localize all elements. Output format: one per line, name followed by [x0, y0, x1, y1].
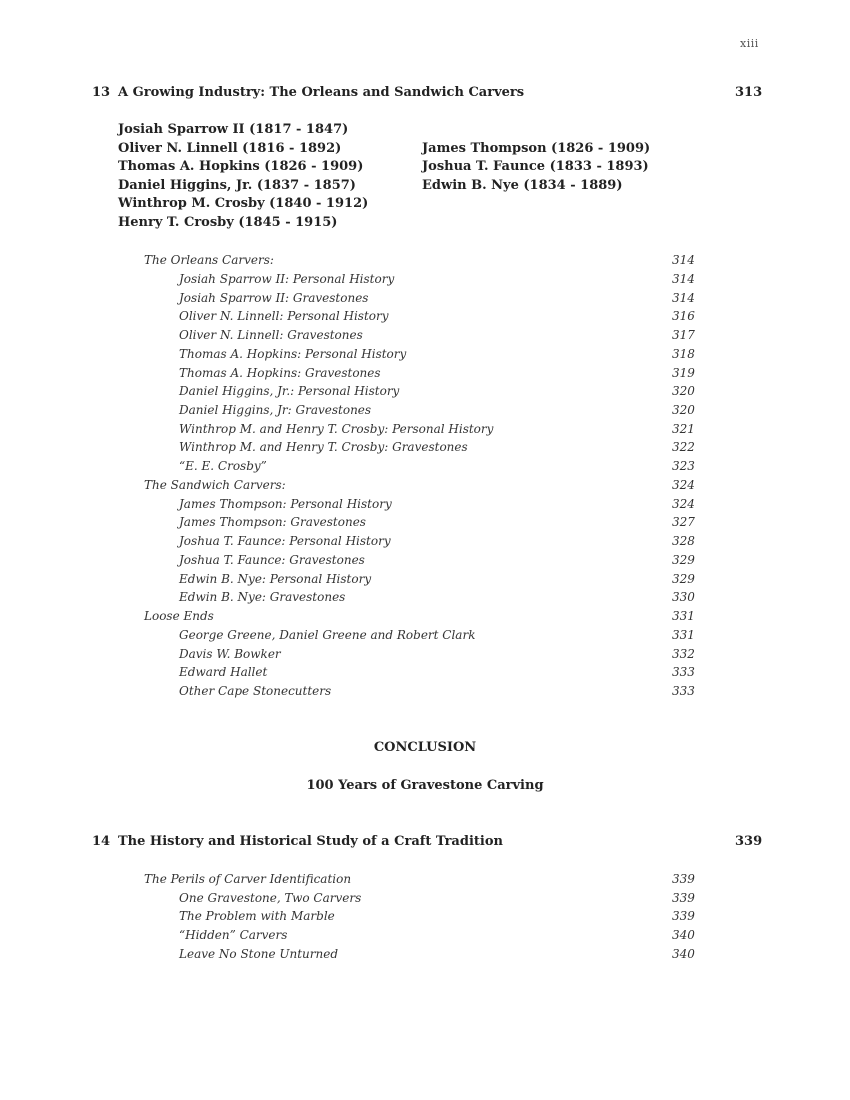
toc-page: 318: [672, 347, 695, 361]
toc-entry: Joshua T. Faunce: Personal History: [179, 534, 391, 548]
toc-entry: James Thompson: Gravestones: [179, 515, 366, 529]
toc-page: 332: [672, 647, 695, 661]
carver-right: Joshua T. Faunce (1833 - 1893): [422, 159, 649, 174]
toc-page: 339: [672, 891, 695, 905]
toc-entry: “E. E. Crosby”: [179, 459, 267, 473]
toc-entry: Oliver N. Linnell: Personal History: [179, 309, 389, 323]
toc-page: 314: [672, 272, 695, 286]
carver-left: Winthrop M. Crosby (1840 - 1912): [118, 196, 369, 211]
chapter-14-title: The History and Historical Study of a Craft Tradition: [118, 834, 503, 849]
toc-section: Loose Ends: [144, 609, 214, 623]
toc-page: 317: [672, 328, 695, 342]
toc-page: 314: [672, 253, 695, 267]
toc-page: 321: [672, 422, 695, 436]
toc-page: 331: [672, 609, 695, 623]
toc-page: 319: [672, 366, 695, 380]
chapter-14-page: 339: [735, 834, 763, 849]
conclusion-subheading: 100 Years of Gravestone Carving: [306, 778, 544, 793]
toc-entry: James Thompson: Personal History: [179, 497, 392, 511]
page-folio: xiii: [740, 37, 759, 50]
toc-entry: Daniel Higgins, Jr: Gravestones: [179, 403, 372, 417]
toc-page: 340: [672, 947, 695, 961]
carver-right: James Thompson (1826 - 1909): [422, 141, 651, 156]
carver-left: Oliver N. Linnell (1816 - 1892): [118, 141, 342, 156]
toc-page: 324: [672, 497, 695, 511]
toc-entry: One Gravestone, Two Carvers: [179, 891, 362, 905]
toc-page: 320: [672, 384, 695, 398]
carver-left: Josiah Sparrow II (1817 - 1847): [118, 122, 349, 137]
toc-entry: Daniel Higgins, Jr.: Personal History: [179, 384, 400, 398]
toc-page: 320: [672, 403, 695, 417]
chapter-13-title: A Growing Industry: The Orleans and Sandwich Carvers: [118, 85, 525, 100]
toc-entry: Edward Hallet: [179, 665, 268, 679]
toc-section: The Orleans Carvers:: [144, 253, 274, 267]
toc-page: 316: [672, 309, 695, 323]
toc-entry: Other Cape Stonecutters: [179, 684, 332, 698]
toc-page: 323: [672, 459, 695, 473]
toc-page: 333: [672, 665, 695, 679]
toc-page: 314: [672, 291, 695, 305]
toc-page: 328: [672, 534, 695, 548]
toc-entry: Oliver N. Linnell: Gravestones: [179, 328, 363, 342]
toc-page: 330: [672, 590, 695, 604]
carver-left: Thomas A. Hopkins (1826 - 1909): [118, 159, 364, 174]
toc-page: 339: [672, 909, 695, 923]
toc-page: 331: [672, 628, 695, 642]
toc-page: 340: [672, 928, 695, 942]
toc-entry: Thomas A. Hopkins: Gravestones: [179, 366, 381, 380]
chapter-14-number: 14: [92, 834, 111, 849]
chapter-13-number: 13: [92, 85, 111, 100]
toc-page: 339: [672, 872, 695, 886]
toc-entry: Leave No Stone Unturned: [179, 947, 339, 961]
toc-entry: Josiah Sparrow II: Gravestones: [179, 291, 369, 305]
toc-section: The Perils of Carver Identification: [144, 872, 352, 886]
toc-section: The Sandwich Carvers:: [144, 478, 286, 492]
toc-entry: Edwin B. Nye: Personal History: [179, 572, 372, 586]
carver-left: Henry T. Crosby (1845 - 1915): [118, 215, 338, 230]
toc-page: 324: [672, 478, 695, 492]
toc-entry: Edwin B. Nye: Gravestones: [179, 590, 346, 604]
toc-entry: “Hidden” Carvers: [179, 928, 288, 942]
toc-entry: George Greene, Daniel Greene and Robert Clark: [179, 628, 476, 642]
toc-page: 322: [672, 440, 695, 454]
toc-entry: The Problem with Marble: [179, 909, 335, 923]
toc-entry: Joshua T. Faunce: Gravestones: [179, 553, 365, 567]
chapter-13-page: 313: [735, 85, 763, 100]
carver-right: Edwin B. Nye (1834 - 1889): [422, 178, 623, 193]
toc-entry: Davis W. Bowker: [179, 647, 281, 661]
conclusion-heading: CONCLUSION: [373, 740, 477, 755]
toc-entry: Thomas A. Hopkins: Personal History: [179, 347, 407, 361]
toc-page: 333: [672, 684, 695, 698]
toc-page: 327: [672, 515, 695, 529]
toc-entry: Winthrop M. and Henry T. Crosby: Personal History: [179, 422, 494, 436]
toc-page: 329: [672, 553, 695, 567]
carver-left: Daniel Higgins, Jr. (1837 - 1857): [118, 178, 356, 193]
toc-entry: Josiah Sparrow II: Personal History: [179, 272, 395, 286]
toc-entry: Winthrop M. and Henry T. Crosby: Gravestones: [179, 440, 468, 454]
toc-page: 329: [672, 572, 695, 586]
